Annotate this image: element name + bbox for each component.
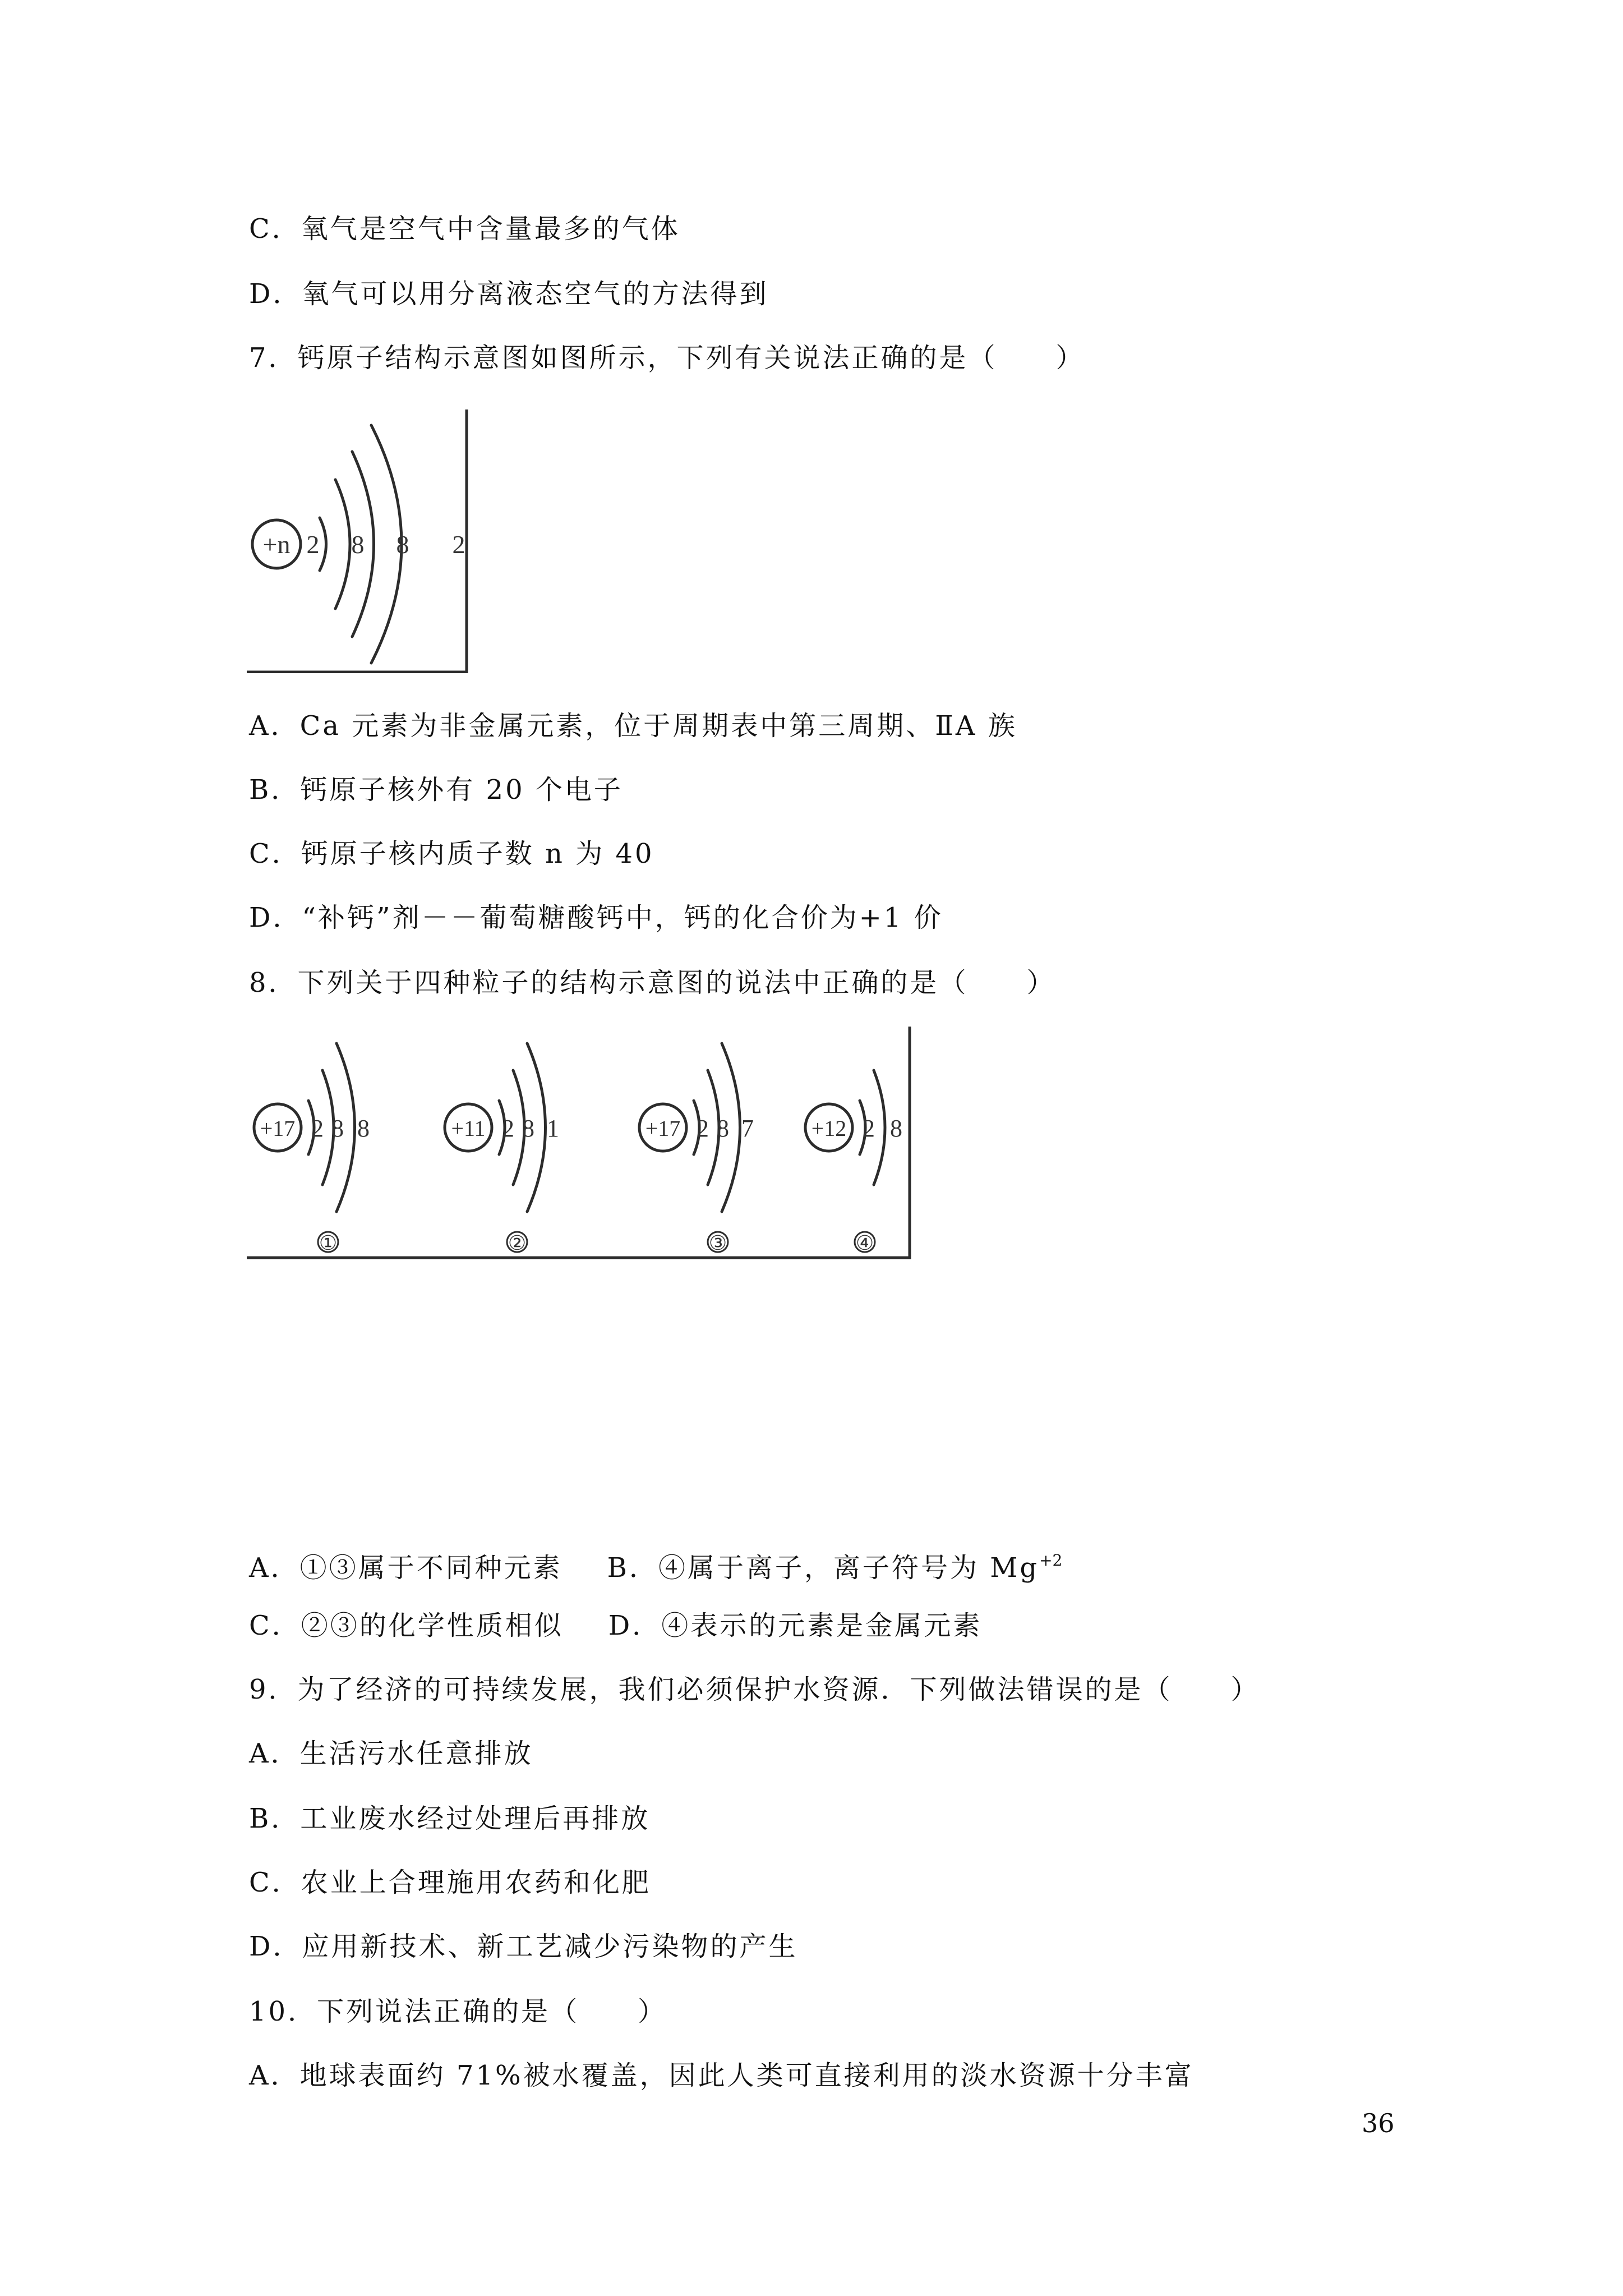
particle-4-nucleus: +12 bbox=[811, 1116, 847, 1141]
particle-4-shell-2: 8 bbox=[890, 1115, 902, 1142]
particle-4 bbox=[805, 1070, 902, 1254]
option-7d: D．“补钙”剂－－葡萄糖酸钙中，钙的化合价为+1 价 bbox=[249, 902, 943, 933]
particle-3-shell-1: 2 bbox=[697, 1115, 709, 1142]
option-7b: B．钙原子核外有 20 个电子 bbox=[249, 774, 623, 806]
particle-3-shell-3: 7 bbox=[741, 1115, 754, 1142]
particle-1-nucleus: +17 bbox=[260, 1116, 296, 1141]
particle-2-shell-1: 2 bbox=[502, 1115, 514, 1142]
particle-1-shell-2: 8 bbox=[331, 1115, 344, 1142]
page-number: 36 bbox=[1362, 2108, 1395, 2138]
particle-4-label: ④ bbox=[855, 1232, 874, 1254]
option-7c: C．钙原子核内质子数 n 为 40 bbox=[249, 838, 654, 869]
options-8cd bbox=[249, 1609, 982, 1642]
particle-1 bbox=[254, 1043, 370, 1254]
particle-3 bbox=[639, 1043, 754, 1254]
particle-2-shell-2: 8 bbox=[522, 1115, 534, 1142]
options-8ab bbox=[249, 1544, 1062, 1585]
option-8b: B．④属于离子，离子符号为 Mg bbox=[607, 1552, 1040, 1584]
particle-3-nucleus: +17 bbox=[645, 1116, 681, 1141]
option-8d: D．④表示的元素是金属元素 bbox=[608, 1610, 983, 1641]
particle-3-shell-2: 8 bbox=[717, 1115, 729, 1142]
question-8: 8．下列关于四种粒子的结构示意图的说法中正确的是（ ） bbox=[249, 967, 1056, 999]
four-particles-diagram bbox=[247, 1027, 914, 1262]
particle-2-nucleus: +11 bbox=[451, 1116, 486, 1141]
option-6c: C．氧气是空气中含量最多的气体 bbox=[249, 213, 680, 245]
particle-2-label: ② bbox=[508, 1232, 527, 1254]
particle-3-label: ③ bbox=[708, 1232, 727, 1254]
shell-4-count: 2 bbox=[452, 530, 465, 559]
shell-3-count: 8 bbox=[396, 530, 409, 559]
shell-2-count: 8 bbox=[351, 530, 365, 559]
question-10: 10．下列说法正确的是（ ） bbox=[249, 1996, 667, 2027]
particle-1-label: ① bbox=[319, 1232, 338, 1254]
particle-2 bbox=[445, 1043, 559, 1254]
option-9d: D．应用新技术、新工艺减少污染物的产生 bbox=[249, 1931, 798, 1962]
option-8a: A．①③属于不同种元素 bbox=[249, 1552, 562, 1584]
calcium-atom-diagram bbox=[247, 409, 471, 673]
shell-1-count: 2 bbox=[306, 530, 320, 559]
option-9c: C．农业上合理施用农药和化肥 bbox=[249, 1867, 651, 1898]
question-9: 9．为了经济的可持续发展，我们必须保护水资源．下列做法错误的是（ ） bbox=[249, 1674, 1260, 1705]
option-8b-superscript: +2 bbox=[1039, 1551, 1063, 1570]
nucleus-label: +n bbox=[262, 530, 291, 559]
particle-2-shell-3: 1 bbox=[547, 1115, 559, 1142]
option-6d: D．氧气可以用分离液态空气的方法得到 bbox=[249, 278, 769, 310]
particle-1-shell-3: 8 bbox=[357, 1115, 370, 1142]
option-9b: B．工业废水经过处理后再排放 bbox=[249, 1803, 651, 1834]
option-7a: A．Ca 元素为非金属元素，位于周期表中第三周期、ⅡA 族 bbox=[249, 710, 1017, 742]
option-10a: A．地球表面约 71%被水覆盖，因此人类可直接利用的淡水资源十分丰富 bbox=[249, 2060, 1194, 2091]
particle-1-shell-1: 2 bbox=[311, 1115, 324, 1142]
option-8c: C．②③的化学性质相似 bbox=[249, 1610, 564, 1641]
particle-4-shell-1: 2 bbox=[863, 1115, 875, 1142]
question-7: 7．钙原子结构示意图如图所示，下列有关说法正确的是（ ） bbox=[249, 342, 1085, 374]
option-9a: A．生活污水任意排放 bbox=[249, 1738, 533, 1769]
